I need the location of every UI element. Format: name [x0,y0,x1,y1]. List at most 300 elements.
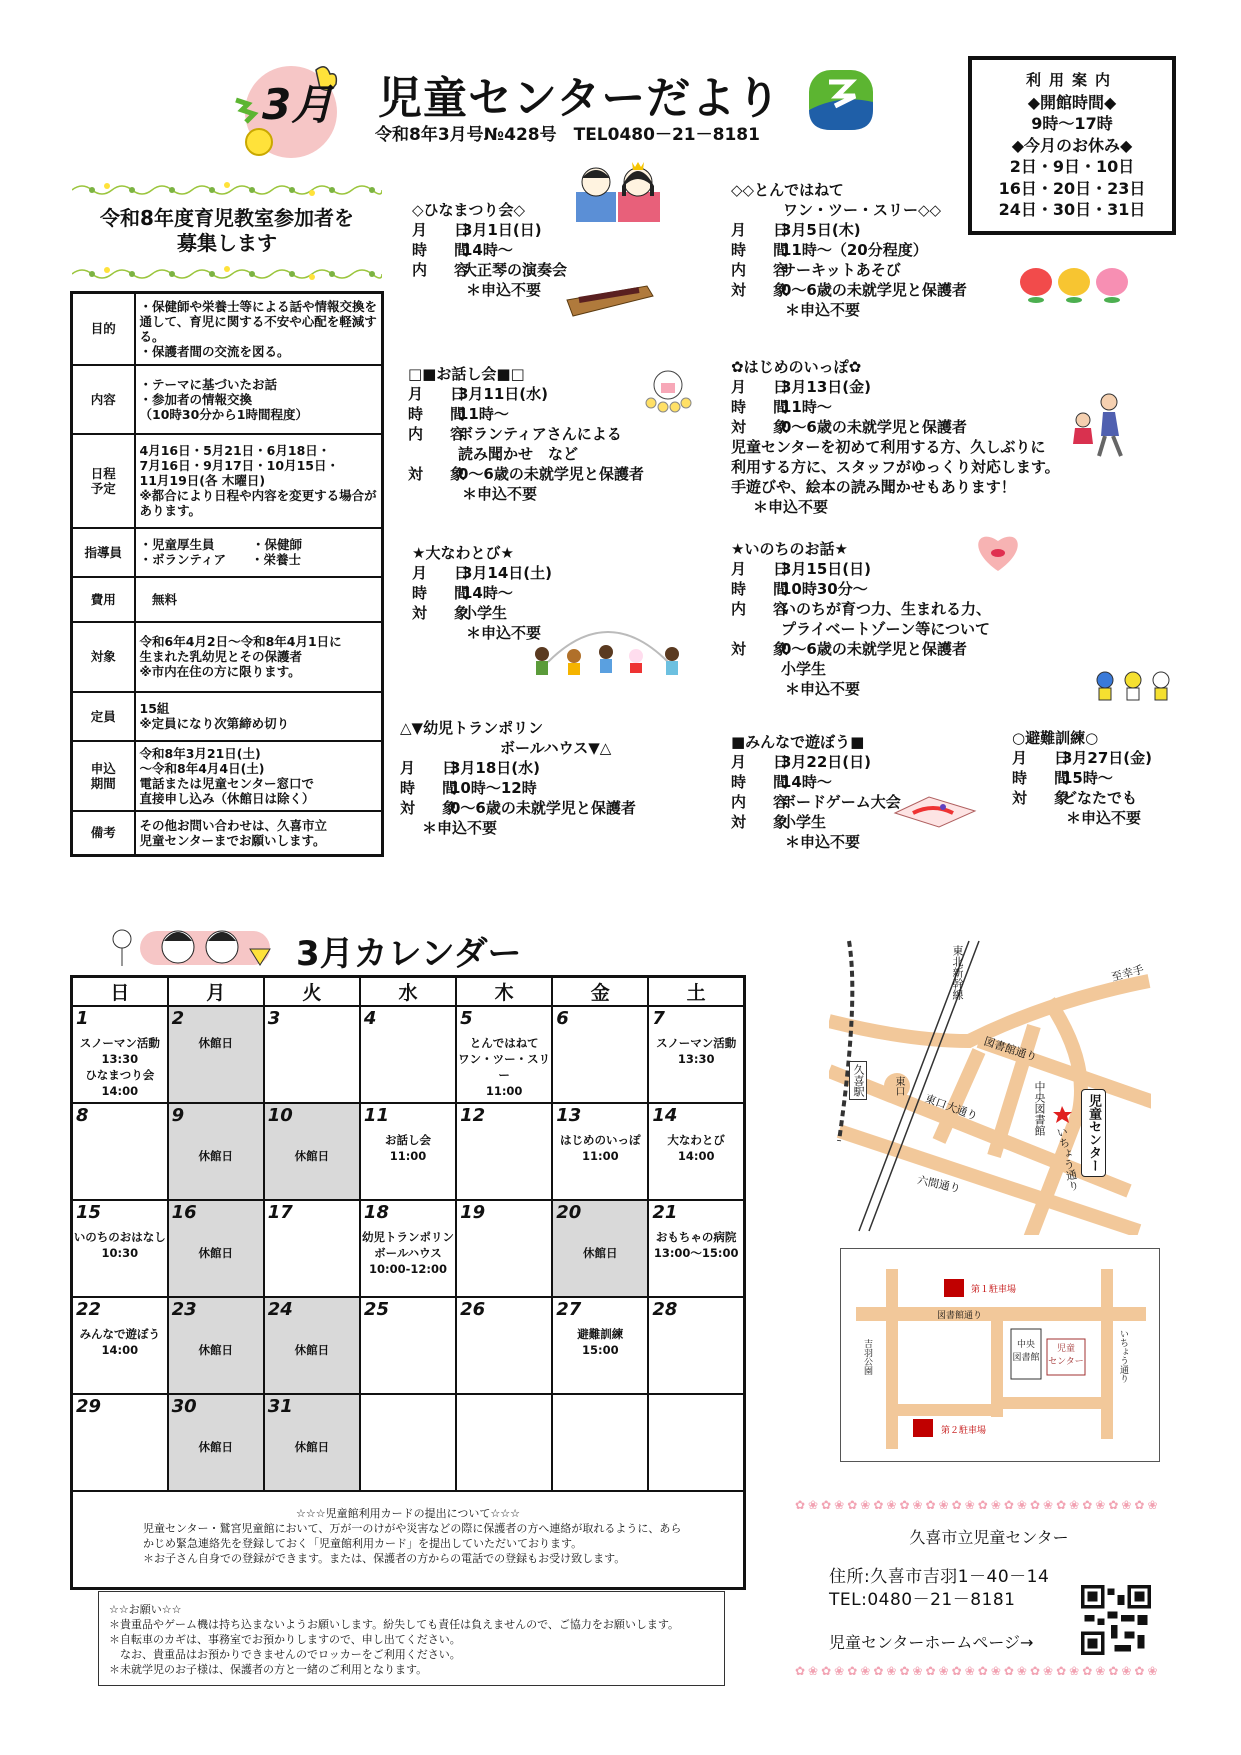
day-number: 7 [652,1008,665,1029]
event-detail-row [400,798,636,818]
parent-child-illustration [1065,392,1129,458]
day-event-text [169,1326,263,1342]
event-ohanashi [408,364,644,504]
event-detail-row [412,603,552,623]
event-detail-value: 14時～ [781,773,832,791]
day-number: 12 [460,1105,486,1126]
row-value [135,622,383,692]
calendar-day [264,1394,360,1491]
event-detail-label: 月 日 [408,385,472,403]
day-event-text: ボールハウス [374,1246,442,1260]
event-detail-row [408,384,644,404]
day-event-text: 避難訓練 [577,1327,624,1341]
event-title: △▼幼児トランポリン [400,719,544,737]
label-line: 申込 [90,760,116,776]
event-detail-row [731,599,991,619]
value-line: 無料 [139,591,178,607]
closed-day-label: 休館日 [198,1036,233,1050]
event-detail-label: 月 日 [412,221,476,239]
event-detail-value: 3月14日(土) [462,564,553,582]
weekday-header: 金 [552,977,648,1007]
event-detail-label: 時 間 [408,405,472,423]
calendar-day [552,1200,648,1297]
closed-days-label: ◆今月のお休み◆ [1011,135,1133,155]
contact-info [829,1566,1049,1612]
day-number: 4 [363,1008,377,1029]
event-detail-value: いのちが育つ力、生まれる力、 [781,600,992,618]
closed-days-line: 24日・30日・31日 [998,200,1146,219]
event-detail-label: 対 象 [1012,789,1076,807]
day-number: 27 [556,1299,582,1320]
event-detail-label: 月 日 [731,378,795,396]
day-event-text: お話し会 [384,1133,431,1147]
calendar-day [72,1297,168,1394]
day-number: 28 [652,1299,678,1320]
heading-line: 募集します [177,231,277,255]
event-hinan [1012,728,1152,828]
area-map-roads [829,931,1151,1235]
qr-code-icon[interactable] [1081,1585,1151,1655]
value-line: 児童センターまでお願いします。 [139,832,326,848]
label-line: 日程 [90,465,116,481]
telephone: TEL:0480－21－8181 [829,1590,1016,1610]
event-detail-row [408,424,644,444]
calendar-day [264,1103,360,1200]
calendar-day [360,1200,456,1297]
calendar-week [72,1297,745,1394]
day-event-text: いのちのおはなし [73,1230,166,1244]
event-no-registration: ＊申込不要 [1066,809,1142,827]
event-detail-row [731,397,1060,417]
closed-day-label: 休館日 [198,1440,233,1454]
kyoshitsu-row [72,622,383,692]
day-number: 9 [171,1105,185,1126]
weekday-header: 土 [648,977,744,1007]
map-label: 東北新幹線 [951,945,964,1000]
day-event-text: 幼児トランポリン [361,1230,454,1244]
calendar-day [648,1006,744,1103]
flower-border: ✿❀✿❀✿❀✿❀✿❀✿❀✿❀✿❀✿❀✿❀✿❀✿❀✿❀✿❀ [795,1498,1161,1510]
day-number: 30 [171,1396,197,1417]
event-tondehanete [731,180,967,320]
calendar-day [72,1394,168,1491]
march-calendar [70,975,746,1590]
label-line: 予定 [90,480,116,496]
homepage-link[interactable]: 児童センターホームページ→ [829,1633,1034,1652]
map-label: センター [1048,1357,1084,1367]
day-number: 18 [363,1202,389,1223]
event-detail-label: 時 間 [731,580,795,598]
day-number: 15 [76,1202,102,1223]
row-label [72,811,135,856]
event-detail-label: 対 象 [731,281,795,299]
event-description: 児童センターを初めて利用する方、久しぶりに [731,438,1046,456]
closed-days-line: 16日・20日・23日 [998,178,1146,198]
event-title: ★大なわとび★ [412,544,514,562]
row-value [135,811,383,856]
kyoshitsu-row [72,692,383,741]
calendar-day [168,1394,264,1491]
value-line: ※定員になり次第締め切り [139,716,290,731]
calendar-day [648,1103,744,1200]
map-label: 六間通り [916,1173,962,1196]
day-number: 24 [267,1299,293,1320]
event-detail-label: 月 日 [400,759,464,777]
event-detail-row [731,220,967,240]
day-number: 25 [363,1299,389,1320]
event-detail-row [731,260,967,280]
day-event-text [553,1229,647,1245]
day-event-text: 大なわとび [667,1133,725,1147]
day-event-text: 11:00 [389,1149,427,1163]
event-detail-label: 内 容 [731,261,795,279]
map-label: 中央 [1016,1340,1035,1350]
event-detail-row [731,772,901,792]
closed-day-label: 休館日 [294,1343,330,1357]
jump-rope-kids-illustration [528,622,688,682]
map-label: 東口大通り [923,1091,980,1123]
event-detail-value: 3月18日(水) [450,759,541,777]
calendar-title: 3月カレンダー [296,934,522,974]
closed-day-label: 休館日 [198,1149,233,1163]
kyoshitsu-row [72,811,383,856]
kyoshitsu-row [72,293,383,365]
event-detail-label: 時 間 [412,584,476,602]
board-game-illustration [893,793,977,829]
value-line: ・ボランティア ・栄養士 [139,552,302,567]
day-number: 29 [76,1396,102,1417]
event-detail-row [731,792,901,812]
event-detail-label [408,444,458,464]
event-detail-value: 0～6歳の未就学児と保護者 [781,281,967,299]
calendar-empty-cell [648,1394,744,1491]
requests-line: ＊貴重品やゲーム機は持ち込まないようお願いします。紛失しても責任は負えませんので、ご協力をお願いします。 [109,1618,680,1631]
event-detail-label: 内 容 [731,600,795,618]
event-title: □■お話し会■□ [408,365,525,383]
map-label: いちょう通り [1054,1125,1081,1193]
day-event-text: スノーマン活動 [656,1036,737,1050]
row-value [135,365,383,434]
hina-calendar-illustration [110,919,272,971]
day-number: 5 [460,1008,473,1029]
event-detail-value: 10時～12時 [450,779,537,797]
day-event-text: おもちゃの病院 [655,1230,737,1244]
calendar-day [360,1006,456,1103]
event-detail-value: 3月27日(金) [1062,749,1153,767]
value-line: 令和6年4月2日～令和8年4月1日に [139,634,342,649]
parking2-label: 第２駐車場 [941,1426,987,1436]
event-no-registration: ＊申込不要 [422,819,498,837]
center-name: 久喜市立児童センター [909,1528,1069,1547]
heading-line: 令和8年度育児教室参加者を [100,206,354,230]
koto-illustration [565,282,655,318]
requests-notice [98,1591,725,1686]
day-event-text: 10:30 [101,1246,139,1260]
event-detail-row [412,583,552,603]
event-detail-label: 時 間 [1012,769,1076,787]
closed-day-label: 休館日 [198,1343,233,1357]
value-line: ・参加者の情報交換 [139,391,253,407]
map-center-label [1047,1343,1085,1369]
map-label: 中央図書館 [1033,1081,1046,1136]
calendar-day [72,1103,168,1200]
event-detail-label: 月 日 [412,564,476,582]
day-number: 14 [652,1105,678,1126]
day-number: 3 [267,1008,281,1029]
event-detail-row [731,559,991,579]
event-detail-value: サーキットあそび [781,261,901,279]
value-line: ・保健師や栄養士等による話や情報交換を通して、育児に関する不安や心配を軽減する。 [139,298,378,344]
event-detail-label: 対 象 [400,799,464,817]
calendar-day [72,1200,168,1297]
closed-days-line: 2日・9日・10日 [1009,157,1135,176]
weekday-header: 月 [168,977,264,1007]
event-detail-value: 大正琴の演奏会 [462,261,568,279]
calendar-empty-cell [360,1394,456,1491]
event-detail-row [731,579,991,599]
usage-info-box [968,56,1176,235]
value-line: ※市内在住の方に限ります。 [139,664,301,679]
day-number: 31 [267,1396,293,1417]
event-detail-label: 時 間 [731,241,795,259]
event-detail-row [412,260,567,280]
day-number: 19 [460,1202,486,1223]
day-number: 20 [556,1202,582,1223]
event-detail-value: 10時30分～ [781,580,868,598]
event-detail-value: ボードゲーム大会 [781,793,901,811]
event-detail-label [731,659,781,679]
day-number: 22 [76,1299,102,1320]
closed-day-label: 休館日 [294,1149,330,1163]
map-label: 図書館通り [937,1311,983,1321]
row-label [72,692,135,741]
event-title: ■みんなで遊ぼう■ [731,733,865,751]
event-detail-value: 3月11日(水) [458,385,549,403]
event-no-registration: ＊申込不要 [466,281,542,299]
event-hajimenoippo [731,357,1060,517]
map-library-label [1011,1339,1041,1365]
event-detail-row [731,619,991,639]
map-label: 至幸手 [1110,962,1146,985]
day-event-text [169,1229,263,1245]
event-detail-value: 小学生 [781,813,827,831]
event-detail-value: 小学生 [462,604,508,622]
label-line: 内容 [90,391,116,407]
calendar-day [72,1006,168,1103]
calendar-week [72,1006,745,1103]
label-line: 期間 [90,775,116,791]
weekday-header: 木 [456,977,552,1007]
row-label [72,577,135,622]
event-detail-label: 時 間 [731,398,795,416]
event-detail-row [400,758,636,778]
calendar-day [648,1200,744,1297]
event-detail-label: 対 象 [731,813,795,831]
event-detail-row [408,444,644,464]
event-detail-row [412,563,552,583]
calendar-day [168,1103,264,1200]
calendar-day [456,1103,552,1200]
row-value [135,741,383,811]
usage-info-title: 利用案内 [1025,71,1118,89]
calendar-day [360,1103,456,1200]
chick-reading-illustration [643,365,693,415]
value-line: 11月19日(各 木曜日) [139,473,266,488]
event-detail-value: 14時～ [462,584,513,602]
event-detail-row [731,659,991,679]
vine-divider [72,182,382,196]
label-line: 備考 [90,825,116,841]
event-detail-row [731,377,1060,397]
event-no-registration: ＊申込不要 [785,301,861,319]
value-line: 令和8年3月21日(土) [139,745,261,761]
event-trampoline [400,718,636,838]
day-event-text: ひなまつり会 [85,1068,155,1082]
event-detail-label: 月 日 [731,221,795,239]
event-detail-value: 0～6歳の未就学児と保護者 [781,418,967,436]
day-number: 11 [363,1105,389,1126]
event-detail-label: 月 日 [731,753,795,771]
card-note-heading: ☆☆☆児童館利用カードの提出について☆☆☆ [296,1507,520,1520]
row-value [135,528,383,577]
row-value [135,692,383,741]
event-no-registration: ＊申込不要 [753,498,829,516]
event-detail-value: 11時～ [781,398,832,416]
event-detail-row [731,812,901,832]
day-event-text [169,1132,263,1148]
calendar-day [456,1297,552,1394]
kyoshitsu-heading [70,206,384,256]
day-event-text: 14:00 [677,1149,715,1163]
event-detail-value: 3月1日(日) [462,221,542,239]
day-event-text [265,1326,359,1342]
event-detail-label: 月 日 [1012,749,1076,767]
map-label: 久喜駅 [849,1061,867,1100]
requests-line: ＊未就学児のお子様は、保護者の方と一緒のご利用となります。 [109,1663,428,1676]
map-label: 東口 [893,1076,904,1096]
day-number: 13 [556,1105,582,1126]
value-line: 7月16日・9月17日・10月15日・ [139,458,339,473]
calendar-day [552,1006,648,1103]
calendar-week [72,1200,745,1297]
day-event-text: 10:00-12:00 [369,1262,447,1276]
kyoshitsu-row [72,434,383,528]
hina-dolls-illustration [572,152,664,224]
calendar-day [168,1200,264,1297]
day-event-text [265,1132,359,1148]
day-number: 1 [76,1008,89,1029]
day-event-text [265,1423,359,1439]
day-event-text: 13:00～15:00 [653,1246,739,1260]
calendar-day [552,1297,648,1394]
event-title: ★いのちのお話★ [731,540,848,558]
calendar-day [168,1006,264,1103]
issue-subtitle: 令和8年3月号№428号 TEL0480－21－8181 [375,125,760,145]
map-label: いちょう通り [1118,1329,1128,1383]
heart-face-illustration [972,531,1024,573]
event-minnade [731,732,901,852]
value-line: ～令和8年4月4日(土) [139,760,265,776]
value-line: ・保護者間の交流を図る。 [139,343,290,359]
event-no-registration: ＊申込不要 [785,833,861,851]
event-detail-value: 15時～ [1062,769,1113,787]
calendar-day [264,1200,360,1297]
event-detail-row [408,404,644,424]
kyoshitsu-row [72,528,383,577]
event-title: ワン・ツー・スリー◇◇ [783,201,942,219]
row-label [72,293,135,365]
label-line: 対象 [90,649,116,664]
day-number: 2 [171,1008,185,1029]
event-detail-label: 対 象 [412,604,476,622]
event-detail-value: 0～6歳の未就学児と保護者 [450,799,636,817]
kyoshitsu-table [70,291,384,857]
closed-day-label: 休館日 [583,1246,618,1260]
day-event-text: みんなで遊ぼう [79,1327,161,1341]
event-detail-row [731,240,967,260]
vine-divider [72,266,382,280]
calendar-week [72,1103,745,1200]
value-line: 直接申し込み（休館日は除く） [139,790,315,806]
row-label [72,741,135,811]
event-description: 手遊びや、絵本の読み聞かせもあります！ [731,478,1016,496]
value-line: その他お問い合わせは、久喜市立 [139,817,328,833]
event-detail-row [408,464,644,484]
day-number: 23 [171,1299,197,1320]
row-label [72,622,135,692]
event-detail-value: 11時～ [458,405,509,423]
event-no-registration: ＊申込不要 [466,624,542,642]
calendar-day [264,1006,360,1103]
weekday-header: 火 [264,977,360,1007]
evacuation-kids-illustration [1093,670,1173,714]
day-number: 17 [267,1202,293,1223]
address: 住所:久喜市吉羽1－40－14 [829,1567,1050,1587]
value-line: 電話または児童センター窓口で [139,775,315,791]
event-detail-value: 3月15日(日) [781,560,872,578]
label-line: 定員 [90,708,116,724]
event-no-registration: ＊申込不要 [785,680,861,698]
event-detail-label: 対 象 [408,465,472,483]
event-detail-value: 3月13日(金) [781,378,872,396]
closed-day-label: 休館日 [294,1440,330,1454]
label-line: 目的 [90,321,116,337]
day-number: 6 [556,1008,569,1029]
weekday-header: 日 [72,977,168,1007]
parking-map [840,1248,1160,1462]
day-event-text: 15:00 [581,1343,619,1357]
event-detail-row [412,220,567,240]
event-detail-value: 11時～（20分程度） [781,241,928,259]
hours-value: 9時～17時 [1031,114,1113,133]
event-title: ○避難訓練○ [1012,729,1099,747]
event-detail-value: プライベートゾーン等について [781,620,990,638]
event-detail-label: 月 日 [731,560,795,578]
day-number: 10 [267,1105,293,1126]
event-title: ✿はじめのいっぽ✿ [731,358,862,376]
day-number: 8 [76,1105,89,1126]
day-number: 26 [460,1299,486,1320]
event-detail-value: ボランティアさんによる [458,425,622,443]
event-detail-value: どなたでも [1062,789,1138,807]
city-logo-icon [807,68,875,132]
event-detail-label: 対 象 [731,418,795,436]
day-event-text: ワン・ツー・スリー [458,1052,551,1082]
event-detail-label: 時 間 [731,773,795,791]
event-detail-row [1012,768,1152,788]
flower-border: ✿❀✿❀✿❀✿❀✿❀✿❀✿❀✿❀✿❀✿❀✿❀✿❀✿❀✿❀ [795,1664,1161,1676]
event-hinamatsuri [412,200,567,300]
